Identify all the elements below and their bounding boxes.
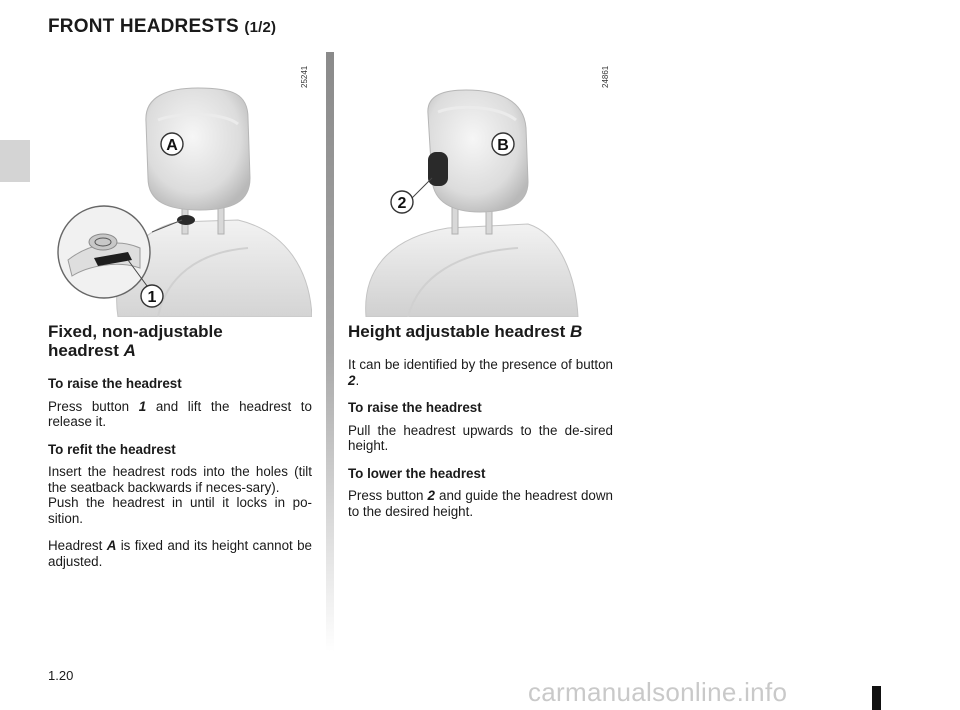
right-column bbox=[348, 322, 613, 531]
watermark: carmanualsonline.info bbox=[528, 677, 788, 707]
adjustable-headrest-heading-ref: B bbox=[570, 322, 583, 341]
page-title-text: FRONT HEADRESTS bbox=[48, 16, 239, 37]
page-title-part: (1/2) bbox=[244, 19, 277, 36]
fixed-headrest-illustration bbox=[48, 52, 312, 317]
callout-a-label: A bbox=[166, 137, 178, 154]
left-column bbox=[48, 322, 312, 581]
raise-instructions-left bbox=[48, 399, 312, 430]
figure-ref-code-right: 24861 bbox=[601, 65, 610, 88]
raise-heading-left: To raise the headrest bbox=[48, 376, 182, 391]
page-number: 1.20 bbox=[48, 668, 74, 683]
fixed-headrest-heading-ref: A bbox=[123, 341, 136, 360]
fixed-note-part2: is fixed and its height cannot be adjusted. bbox=[48, 538, 312, 569]
adjustable-headrest-heading-text: Height adjustable headrest bbox=[348, 322, 566, 341]
raise-text-part1: Press button bbox=[48, 398, 130, 414]
column-divider bbox=[326, 52, 334, 652]
callout-2-label: 2 bbox=[397, 195, 407, 212]
lower-heading: To lower the headrest bbox=[348, 465, 486, 481]
lower-button-ref: 2 bbox=[427, 488, 435, 503]
fixed-headrest-note bbox=[48, 538, 312, 569]
fixed-note-part1: Headrest bbox=[48, 538, 103, 553]
figure-fixed-headrest bbox=[48, 52, 312, 317]
raise-text-part2: and lift the headrest to release it. bbox=[48, 398, 312, 429]
raise-heading-right: To raise the headrest bbox=[348, 400, 482, 415]
fixed-headrest-heading-line1: Fixed, non-adjustable bbox=[48, 322, 223, 341]
callout-1-label: 1 bbox=[147, 289, 157, 306]
figure-adjustable-headrest bbox=[348, 52, 613, 317]
fixed-headrest-heading-line2: headrest bbox=[48, 341, 119, 360]
section-tab bbox=[0, 140, 30, 182]
fixed-headrest-heading bbox=[48, 322, 312, 360]
identify-button-ref: 2 bbox=[348, 372, 356, 388]
refit-instructions: Insert the headrest rods into the holes (tilt the seatback backwards if neces-sary). bbox=[48, 464, 312, 495]
lower-instructions bbox=[348, 488, 613, 519]
lower-text-part2: and guide the headrest down to the desired height. bbox=[348, 488, 613, 519]
page-title bbox=[48, 16, 276, 38]
refit-instructions-2: Push the headrest in until it locks in po-sition. bbox=[48, 495, 312, 526]
raise-button-ref: 1 bbox=[138, 398, 147, 414]
fixed-note-ref: A bbox=[106, 538, 117, 553]
adjustable-headrest-illustration bbox=[348, 52, 613, 317]
identify-paragraph bbox=[348, 357, 613, 388]
lower-text-part1: Press button bbox=[348, 488, 424, 503]
figure-ref-code-left: 25241 bbox=[300, 65, 309, 88]
raise-instructions-right: Pull the headrest upwards to the de-sired height. bbox=[348, 422, 613, 453]
refit-heading: To refit the headrest bbox=[48, 441, 176, 457]
corner-mark bbox=[872, 686, 881, 710]
adjustable-headrest-heading bbox=[348, 322, 613, 341]
callout-b-label: B bbox=[497, 137, 509, 154]
identify-text-part2: . bbox=[355, 372, 360, 388]
identify-text-part1: It can be identified by the presence of button bbox=[348, 357, 613, 372]
